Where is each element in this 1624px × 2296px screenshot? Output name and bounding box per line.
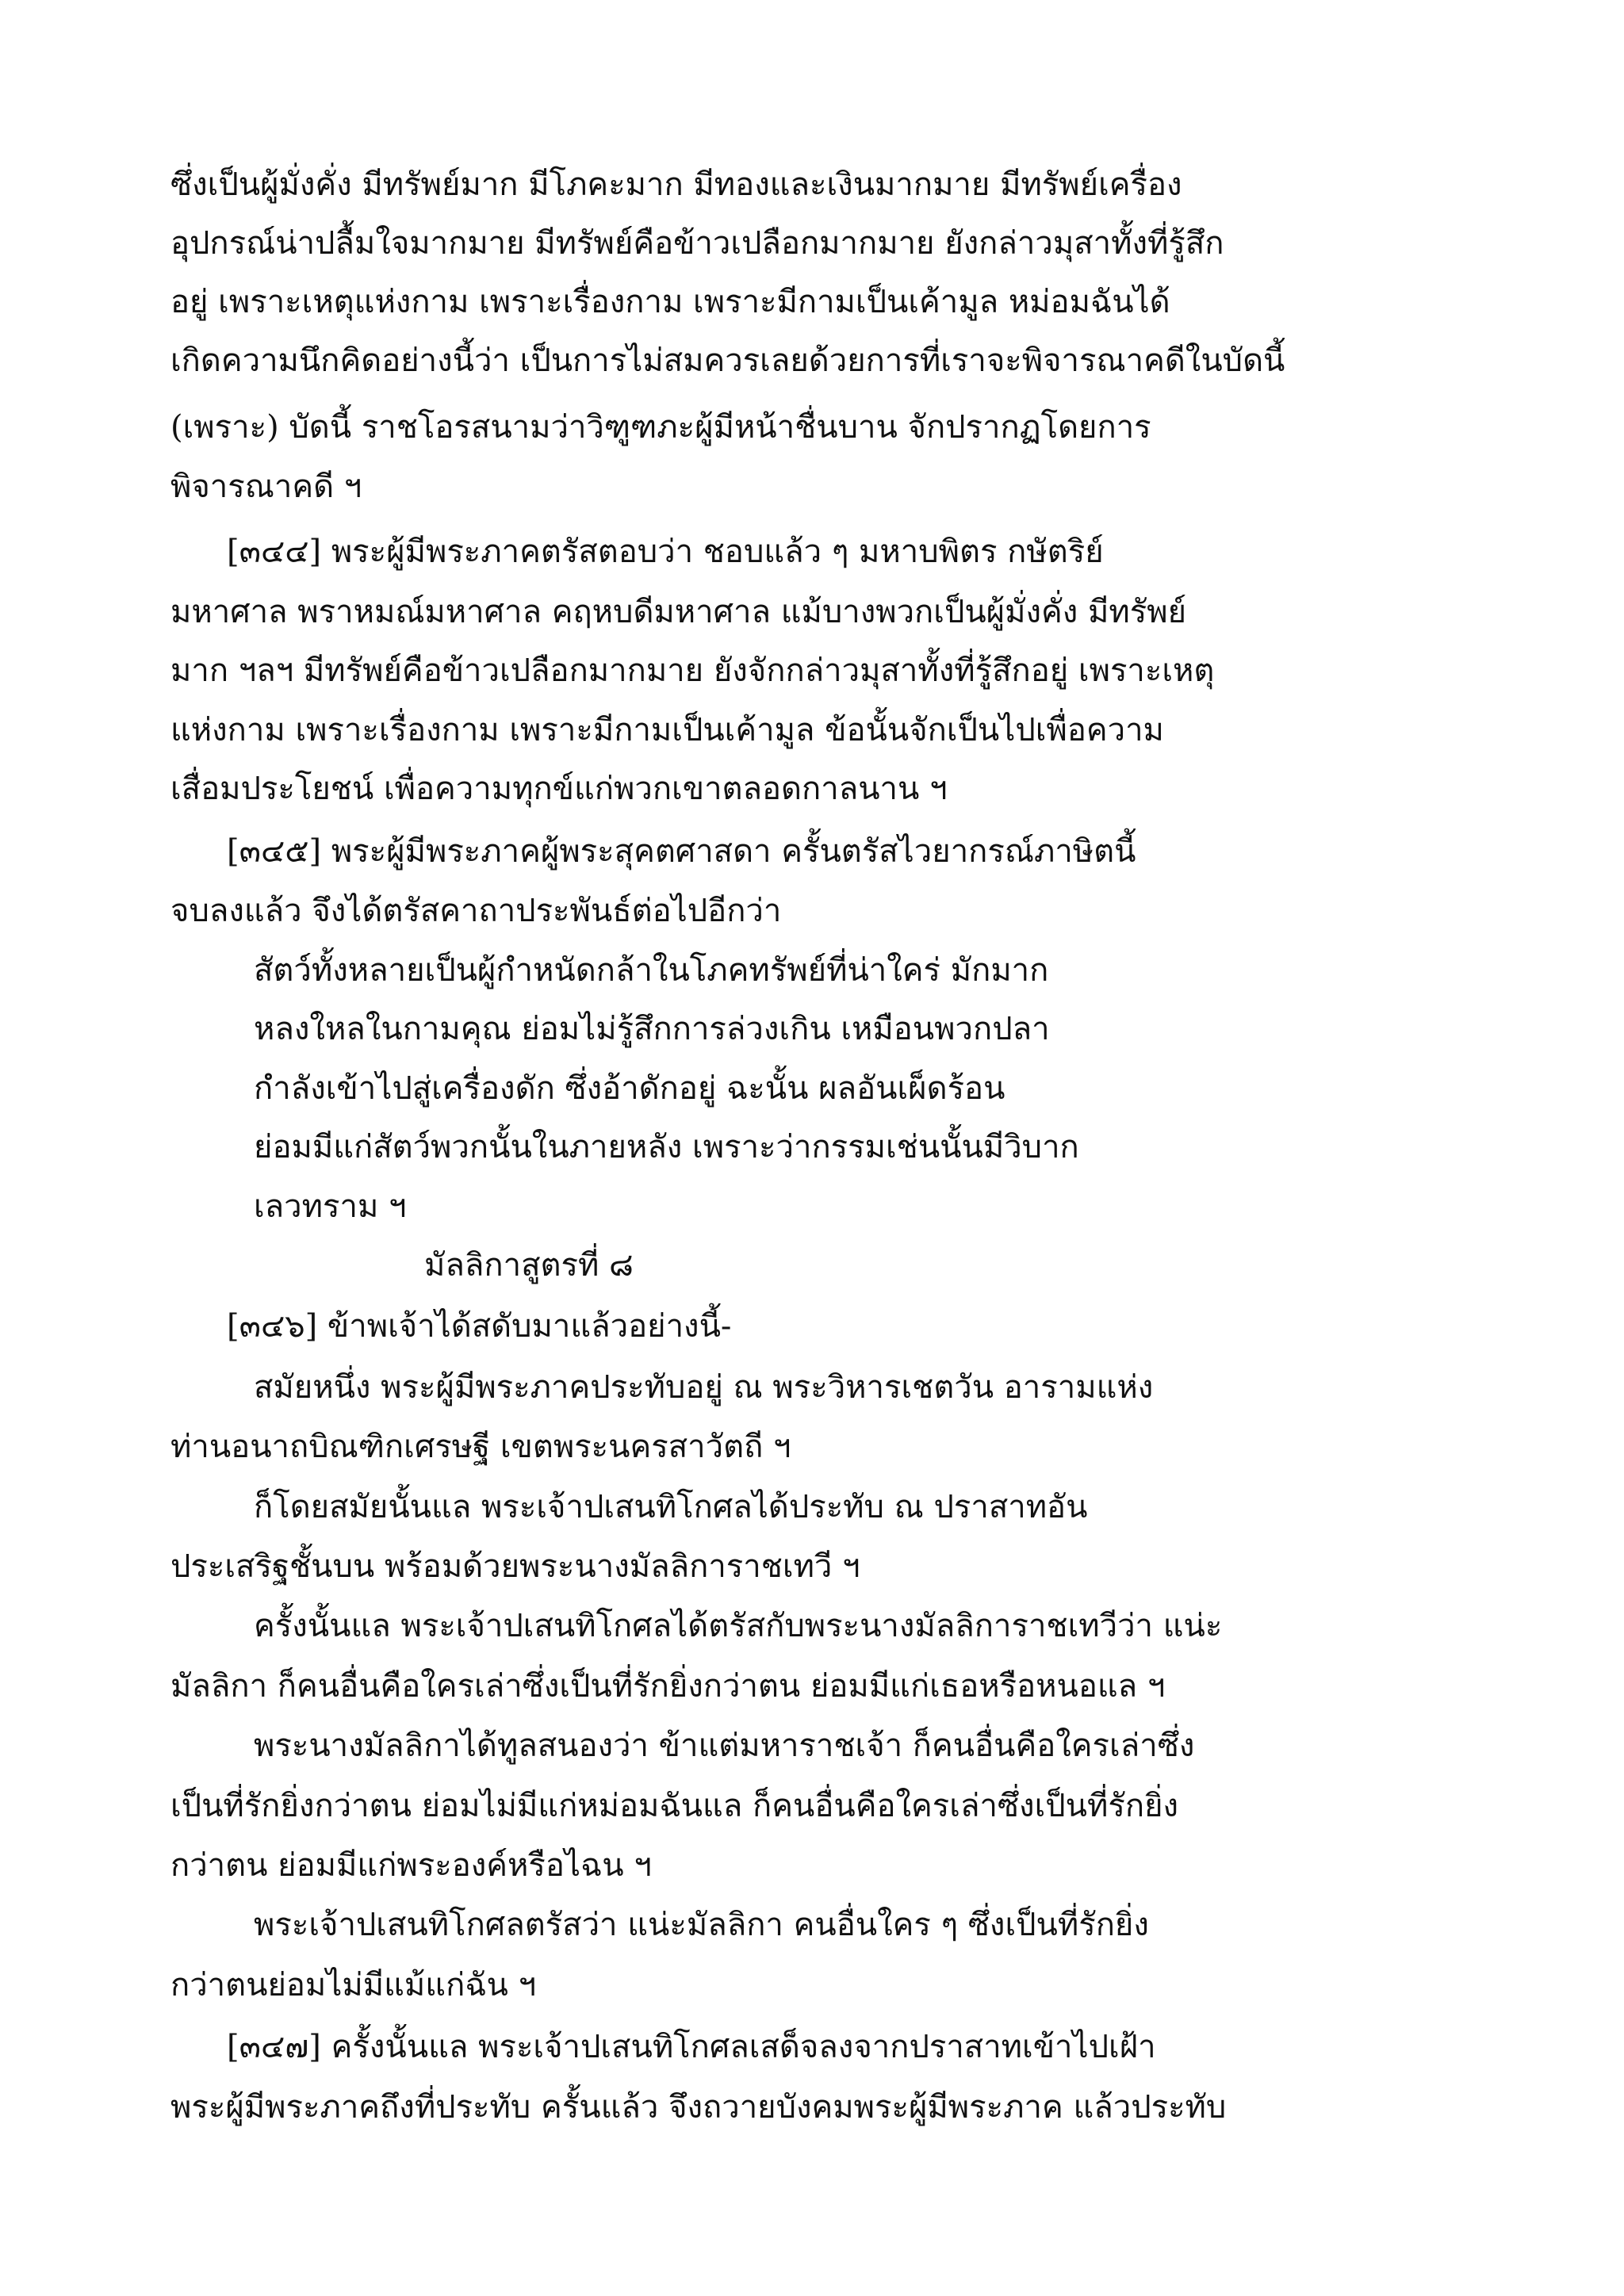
text-line: ประเสริฐชั้นบน พร้อมด้วยพระนางมัลลิการาชเทวี ฯ: [170, 1548, 860, 1585]
text-line: พิจารณาคดี ฯ: [170, 469, 362, 505]
text-line: เกิดความนึกคิดอย่างนี้ว่า เป็นการไม่สมควรเลยด้วยการที่เราจะพิจารณาคดีในบัดนี้: [170, 342, 1285, 379]
text-line: (เพราะ) บัดนี้ ราชโอรสนามว่าวิฑูฑภะผู้มีหน้าชื่นบาน จักปรากฏโดยการ: [170, 409, 1151, 446]
text-line: สมัยหนึ่ง พระผู้มีพระภาคประทับอยู่ ณ พระวิหารเชตวัน อารามแห่ง: [254, 1369, 1154, 1406]
paragraph-344-start: [๓๔๔] พระผู้มีพระภาคตรัสตอบว่า ชอบแล้ว ๆ มหาบพิตร กษัตริย์: [227, 534, 1104, 570]
paragraph-346-start: [๓๔๖] ข้าพเจ้าได้สดับมาแล้วอย่างนี้-: [227, 1308, 732, 1345]
verse-line: กำลังเข้าไปสู่เครื่องดัก ซึ่งอ้าดักอยู่ ฉะนั้น ผลอันเผ็ดร้อน: [254, 1070, 1005, 1107]
text-line: พระนางมัลลิกาได้ทูลสนองว่า ข้าแต่มหาราชเจ้า ก็คนอื่นคือใครเล่าซึ่ง: [254, 1728, 1195, 1764]
text-line: กว่าตนย่อมไม่มีแม้แก่ฉัน ฯ: [170, 1967, 537, 2003]
text-line: อุปกรณ์น่าปลื้มใจมากมาย มีทรัพย์คือข้าวเปลือกมากมาย ยังกล่าวมุสาทั้งที่รู้สึก: [170, 225, 1224, 262]
text-line: ซึ่งเป็นผู้มั่งคั่ง มีทรัพย์มาก มีโภคะมาก มีทองและเงินมากมาย มีทรัพย์เครื่อง: [170, 166, 1182, 203]
verse-line: หลงใหลในกามคุณ ย่อมไม่รู้สึกการล่วงเกิน เหมือนพวกปลา: [254, 1011, 1050, 1047]
text-line: มัลลิกา ก็คนอื่นคือใครเล่าซึ่งเป็นที่รักยิ่งกว่าตน ย่อมมีแก่เธอหรือหนอแล ฯ: [170, 1668, 1166, 1705]
text-line: ท่านอนาถบิณฑิกเศรษฐี เขตพระนครสาวัตถี ฯ: [170, 1429, 791, 1465]
text-line: อยู่ เพราะเหตุแห่งกาม เพราะเรื่องกาม เพราะมีกามเป็นเค้ามูล หม่อมฉันได้: [170, 284, 1170, 320]
verse-line: สัตว์ทั้งหลายเป็นผู้กำหนัดกล้าในโภคทรัพย์ที่น่าใคร่ มักมาก: [254, 952, 1049, 989]
text-line: เป็นที่รักยิ่งกว่าตน ย่อมไม่มีแก่หม่อมฉันแล ก็คนอื่นคือใครเล่าซึ่งเป็นที่รักยิ่ง: [170, 1788, 1179, 1824]
text-line: เสื่อมประโยชน์ เพื่อความทุกข์แก่พวกเขาตลอดกาลนาน ฯ: [170, 771, 948, 807]
text-line: มาก ฯลฯ มีทรัพย์คือข้าวเปลือกมากมาย ยังจักกล่าวมุสาทั้งที่รู้สึกอยู่ เพราะเหตุ: [170, 652, 1215, 689]
text-line: จบลงแล้ว จึงได้ตรัสคาถาประพันธ์ต่อไปอีกว่า: [170, 893, 782, 929]
text-line: ครั้งนั้นแล พระเจ้าปเสนทิโกศลได้ตรัสกับพระนางมัลลิการาชเทวีว่า แน่ะ: [254, 1608, 1223, 1644]
paragraph-347-start: [๓๔๗] ครั้งนั้นแล พระเจ้าปเสนทิโกศลเสด็จลงจากปราสาทเข้าไปเฝ้า: [227, 2029, 1156, 2065]
text-line: กว่าตน ย่อมมีแก่พระองค์หรือไฉน ฯ: [170, 1847, 652, 1884]
text-line: มหาศาล พราหมณ์มหาศาล คฤหบดีมหาศาล แม้บางพวกเป็นผู้มั่งคั่ง มีทรัพย์: [170, 594, 1187, 630]
text-line: พระผู้มีพระภาคถึงที่ประทับ ครั้นแล้ว จึงถวายบังคมพระผู้มีพระภาค แล้วประทับ: [170, 2089, 1227, 2126]
verse-line: เลวทราม ฯ: [254, 1188, 407, 1225]
section-title: มัลลิกาสูตรที่ ๘: [424, 1247, 634, 1284]
paragraph-345-start: [๓๔๕] พระผู้มีพระภาคผู้พระสุคตศาสดา ครั้นตรัสไวยากรณ์ภาษิตนี้: [227, 833, 1136, 870]
text-line: ก็โดยสมัยนั้นแล พระเจ้าปเสนทิโกศลได้ประทับ ณ ปราสาทอัน: [254, 1489, 1088, 1525]
text-line: พระเจ้าปเสนทิโกศลตรัสว่า แน่ะมัลลิกา คนอื่นใคร ๆ ซึ่งเป็นที่รักยิ่ง: [254, 1907, 1149, 1943]
verse-line: ย่อมมีแก่สัตว์พวกนั้นในภายหลัง เพราะว่ากรรมเช่นนั้นมีวิบาก: [254, 1129, 1079, 1165]
text-line: แห่งกาม เพราะเรื่องกาม เพราะมีกามเป็นเค้ามูล ข้อนั้นจักเป็นไปเพื่อความ: [170, 712, 1164, 748]
